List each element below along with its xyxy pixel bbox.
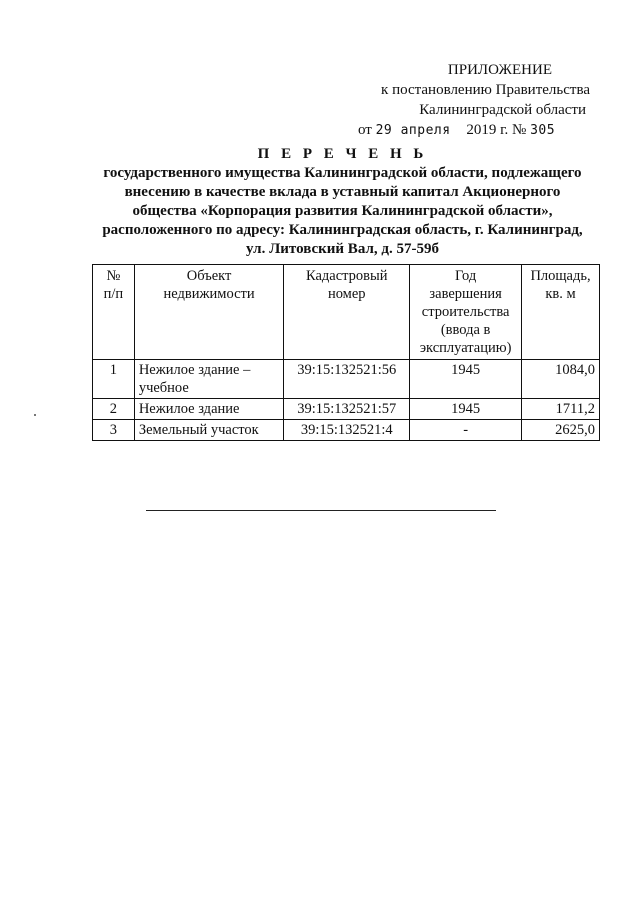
cell-cadastral: 39:15:132521:4 [284, 420, 410, 441]
header-object-line: Объект [186, 268, 232, 284]
cell-number: 2 [93, 399, 135, 420]
heading-line-3: общества «Корпорация развития Калининградской области», [132, 203, 553, 219]
heading-title: П Е Р Е Ч Е Н Ь [257, 146, 428, 162]
closing-rule [146, 510, 496, 511]
cell-area: 1084,0 [522, 360, 600, 399]
table-header-row [93, 265, 600, 360]
header-cadastral-line: Кадастровый [305, 268, 388, 284]
cell-object: Нежилое здание [134, 399, 284, 420]
header-number-line: п/п [103, 286, 124, 302]
appendix-title: ПРИЛОЖЕНИЕ [447, 62, 552, 78]
date-year: 2019 г. [466, 122, 509, 138]
date-day-month: 29 апреля [375, 123, 451, 138]
header-area-line: кв. м [545, 286, 576, 302]
document-heading [90, 145, 595, 259]
heading-line-5: ул. Литовский Вал, д. 57-59б [246, 241, 439, 257]
header-number-line: № [106, 268, 121, 284]
header-object-line: недвижимости [163, 286, 255, 302]
header-number [93, 265, 135, 360]
header-object [134, 265, 284, 360]
appendix-date-line [330, 120, 590, 141]
cell-object [134, 360, 284, 399]
cell-year: - [410, 420, 522, 441]
heading-line-4: расположенного по адресу: Калининградская область, г. Калининград, [102, 222, 583, 238]
cell-number: 1 [93, 360, 135, 399]
header-year [410, 265, 522, 360]
cell-area: 2625,0 [522, 420, 600, 441]
header-area-line: Площадь, [530, 268, 591, 284]
header-year-line: строительства [421, 304, 510, 320]
date-prefix: от [358, 122, 372, 138]
header-year-line: эксплуатацию) [419, 340, 512, 356]
number-prefix: № [512, 122, 527, 138]
cell-cadastral: 39:15:132521:57 [284, 399, 410, 420]
cell-year: 1945 [410, 360, 522, 399]
appendix-block [330, 60, 590, 141]
heading-line-2: внесению в качестве вклада в уставный капитал Акционерного [124, 184, 561, 200]
appendix-line-resolution: к постановлению Правительства [381, 82, 590, 98]
table-row [93, 420, 600, 441]
cell-object: Земельный участок [134, 420, 284, 441]
table-row [93, 399, 600, 420]
cell-cadastral: 39:15:132521:56 [284, 360, 410, 399]
header-year-line: завершения [429, 286, 502, 302]
heading-line-1: государственного имущества Калининградской области, подлежащего [103, 165, 582, 181]
header-year-line: Год [454, 268, 477, 284]
cell-object-line: Нежилое здание – [138, 362, 251, 378]
table-row [93, 360, 600, 399]
cell-year: 1945 [410, 399, 522, 420]
header-cadastral-line: номер [327, 286, 366, 302]
property-table [92, 264, 600, 441]
cell-object-line: учебное [138, 380, 189, 396]
appendix-line-region: Калининградской области [419, 102, 586, 118]
header-cadastral [284, 265, 410, 360]
resolution-number: 305 [530, 123, 556, 138]
cell-number: 3 [93, 420, 135, 441]
header-year-line: (ввода в [440, 322, 491, 338]
scan-speck [34, 414, 36, 416]
cell-area: 1711,2 [522, 399, 600, 420]
header-area [522, 265, 600, 360]
